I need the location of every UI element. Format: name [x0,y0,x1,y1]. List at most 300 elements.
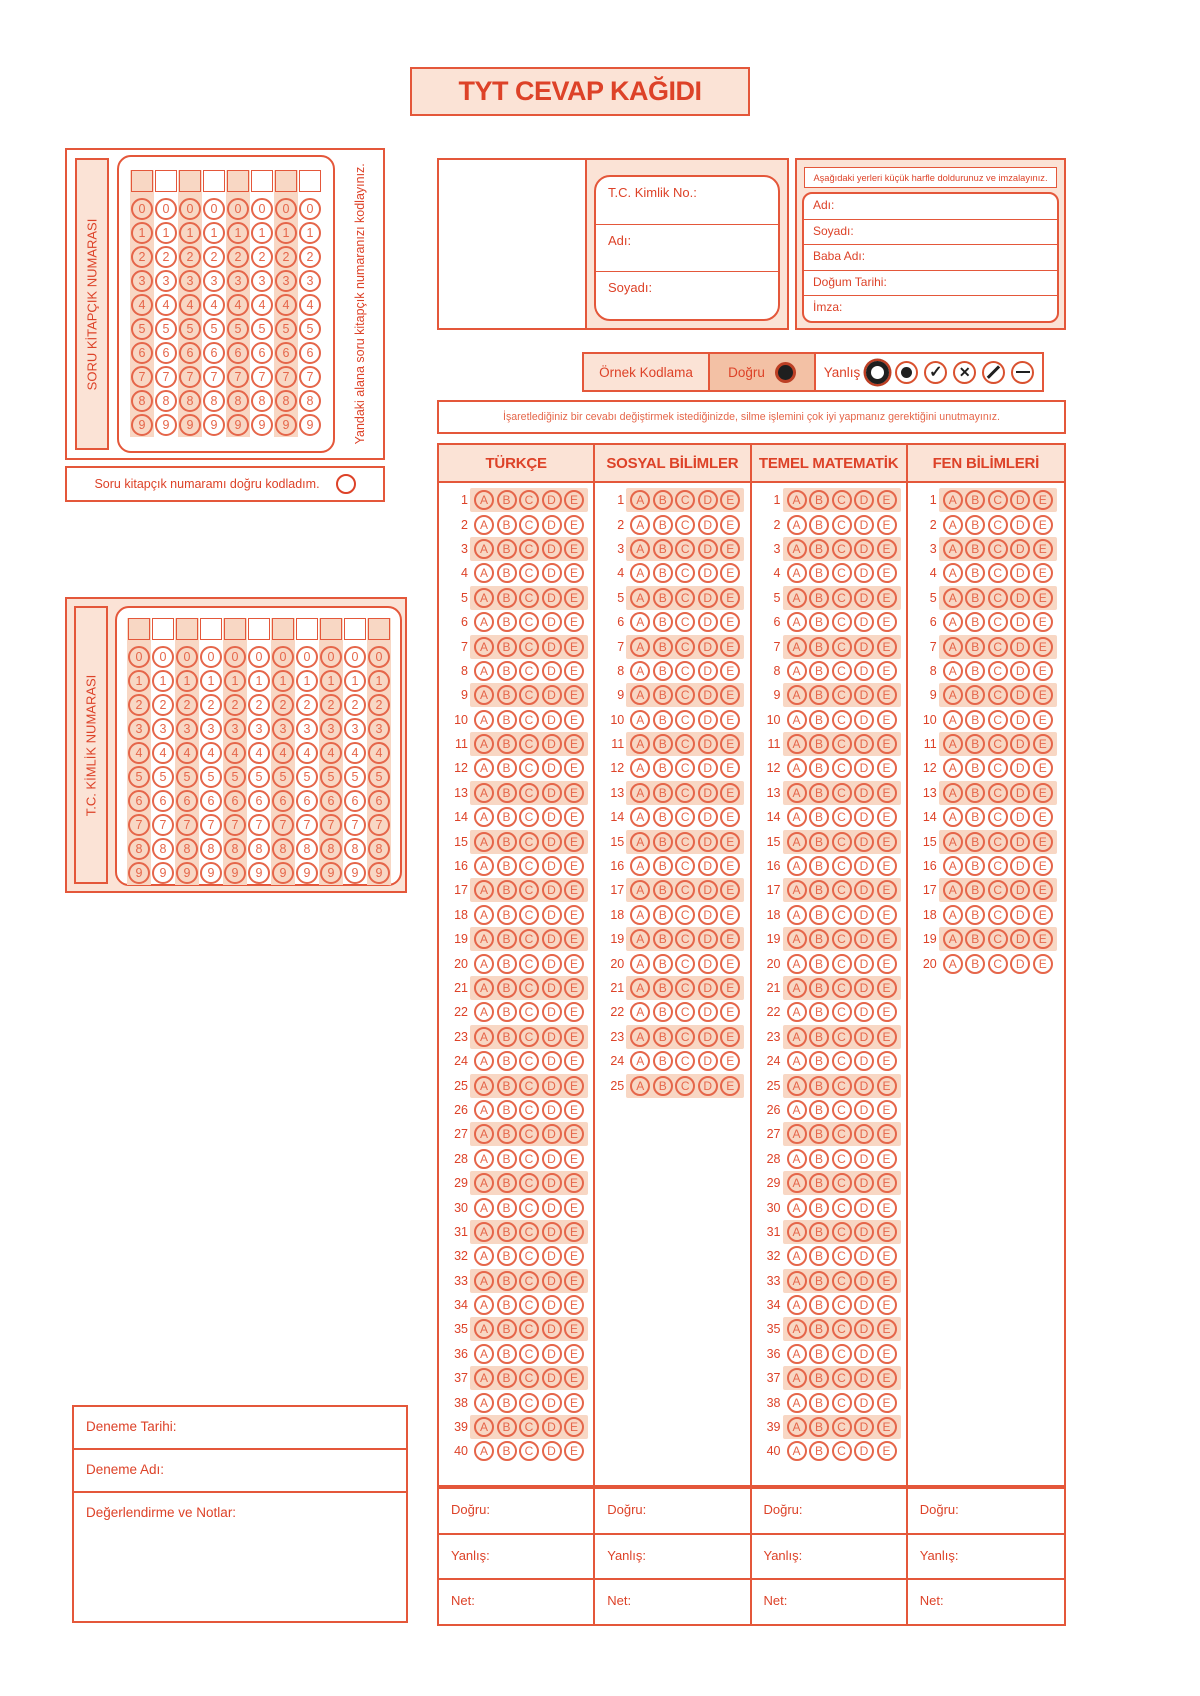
answer-bubble-A[interactable]: A [630,685,650,705]
answer-bubble-C[interactable]: C [832,807,852,827]
answer-bubble-C[interactable]: C [832,905,852,925]
answer-bubble-D[interactable]: D [854,880,874,900]
answer-bubble-C[interactable]: C [675,710,695,730]
answer-bubble-D[interactable]: D [1010,612,1030,632]
answer-bubble-E[interactable]: E [564,1100,584,1120]
answer-bubble-A[interactable]: A [630,490,650,510]
answer-bubble-E[interactable]: E [720,880,740,900]
score-cell[interactable]: Net: [908,1578,1064,1624]
answer-bubble-B[interactable]: B [497,539,517,559]
answer-bubble-A[interactable]: A [787,1124,807,1144]
answer-bubble-B[interactable]: B [965,929,985,949]
answer-bubble-C[interactable]: C [519,563,539,583]
answer-bubble-B[interactable]: B [497,1173,517,1193]
answer-bubble-C[interactable]: C [675,612,695,632]
answer-bubble-D[interactable]: D [698,1051,718,1071]
answer-bubble-C[interactable]: C [519,1417,539,1437]
answer-bubble-A[interactable]: A [787,637,807,657]
answer-bubble-E[interactable]: E [877,783,897,803]
answer-bubble-D[interactable]: D [542,515,562,535]
answer-bubble-E[interactable]: E [720,1027,740,1047]
answer-bubble-B[interactable]: B [653,661,673,681]
digit-bubble-0[interactable]: 0 [224,646,246,668]
digit-write-box[interactable] [176,618,198,640]
answer-bubble-A[interactable]: A [474,1051,494,1071]
answer-bubble-D[interactable]: D [698,880,718,900]
answer-bubble-E[interactable]: E [1033,905,1053,925]
answer-bubble-C[interactable]: C [519,1319,539,1339]
answer-bubble-C[interactable]: C [675,1051,695,1071]
answer-bubble-B[interactable]: B [809,515,829,535]
answer-bubble-A[interactable]: A [474,978,494,998]
answer-bubble-B[interactable]: B [653,490,673,510]
answer-bubble-E[interactable]: E [720,1051,740,1071]
digit-bubble-3[interactable]: 3 [128,718,150,740]
answer-bubble-B[interactable]: B [809,539,829,559]
answer-bubble-C[interactable]: C [832,1368,852,1388]
answer-bubble-C[interactable]: C [832,1002,852,1022]
digit-write-box[interactable] [344,618,366,640]
answer-bubble-E[interactable]: E [877,832,897,852]
answer-bubble-D[interactable]: D [542,1344,562,1364]
answer-bubble-B[interactable]: B [497,1271,517,1291]
answer-bubble-E[interactable]: E [877,1124,897,1144]
answer-bubble-A[interactable]: A [630,612,650,632]
answer-bubble-D[interactable]: D [854,1417,874,1437]
answer-bubble-E[interactable]: E [564,905,584,925]
answer-bubble-D[interactable]: D [854,1076,874,1096]
answer-bubble-E[interactable]: E [877,685,897,705]
digit-bubble-3[interactable]: 3 [248,718,270,740]
answer-bubble-B[interactable]: B [497,929,517,949]
digit-bubble-7[interactable]: 7 [344,814,366,836]
answer-bubble-D[interactable]: D [854,734,874,754]
answer-bubble-D[interactable]: D [542,661,562,681]
answer-bubble-A[interactable]: A [474,1198,494,1218]
answer-bubble-D[interactable]: D [542,1295,562,1315]
digit-write-box[interactable] [179,170,201,192]
digit-bubble-4[interactable]: 4 [344,742,366,764]
answer-bubble-D[interactable]: D [542,612,562,632]
answer-bubble-B[interactable]: B [653,880,673,900]
answer-bubble-A[interactable]: A [474,563,494,583]
answer-bubble-B[interactable]: B [965,905,985,925]
digit-bubble-5[interactable]: 5 [200,766,222,788]
answer-bubble-D[interactable]: D [698,685,718,705]
answer-bubble-D[interactable]: D [698,832,718,852]
answer-bubble-D[interactable]: D [698,612,718,632]
digit-bubble-6[interactable]: 6 [224,790,246,812]
digit-bubble-4[interactable]: 4 [179,294,201,316]
digit-bubble-2[interactable]: 2 [179,246,201,268]
answer-bubble-D[interactable]: D [542,1051,562,1071]
digit-bubble-2[interactable]: 2 [344,694,366,716]
answer-bubble-A[interactable]: A [943,783,963,803]
answer-bubble-D[interactable]: D [854,1124,874,1144]
answer-bubble-D[interactable]: D [854,905,874,925]
digit-bubble-0[interactable]: 0 [248,646,270,668]
answer-bubble-C[interactable]: C [519,612,539,632]
answer-bubble-C[interactable]: C [988,954,1008,974]
answer-bubble-D[interactable]: D [1010,758,1030,778]
answer-bubble-B[interactable]: B [809,905,829,925]
answer-bubble-B[interactable]: B [497,1393,517,1413]
answer-bubble-C[interactable]: C [519,1295,539,1315]
answer-bubble-B[interactable]: B [653,1051,673,1071]
answer-bubble-E[interactable]: E [877,1441,897,1461]
answer-bubble-A[interactable]: A [474,1417,494,1437]
answer-bubble-E[interactable]: E [877,905,897,925]
digit-bubble-9[interactable]: 9 [275,414,297,436]
digit-bubble-1[interactable]: 1 [251,222,273,244]
answer-bubble-B[interactable]: B [809,807,829,827]
digit-bubble-3[interactable]: 3 [176,718,198,740]
digit-write-box[interactable] [248,618,270,640]
answer-bubble-B[interactable]: B [497,832,517,852]
answer-bubble-C[interactable]: C [675,807,695,827]
answer-bubble-A[interactable]: A [787,588,807,608]
answer-bubble-C[interactable]: C [832,880,852,900]
answer-bubble-D[interactable]: D [542,1076,562,1096]
answer-bubble-D[interactable]: D [1010,905,1030,925]
digit-bubble-9[interactable]: 9 [251,414,273,436]
answer-bubble-B[interactable]: B [965,710,985,730]
answer-bubble-A[interactable]: A [787,661,807,681]
last-name-field[interactable]: Soyadı: [608,280,653,296]
answer-bubble-D[interactable]: D [698,734,718,754]
answer-bubble-C[interactable]: C [675,515,695,535]
digit-bubble-9[interactable]: 9 [344,862,366,884]
answer-bubble-D[interactable]: D [542,1319,562,1339]
answer-bubble-B[interactable]: B [809,1198,829,1218]
digit-bubble-0[interactable]: 0 [299,198,321,220]
answer-bubble-A[interactable]: A [787,807,807,827]
answer-bubble-B[interactable]: B [965,734,985,754]
answer-bubble-A[interactable]: A [474,637,494,657]
answer-bubble-C[interactable]: C [832,954,852,974]
answer-bubble-B[interactable]: B [497,1319,517,1339]
answer-bubble-C[interactable]: C [832,978,852,998]
answer-bubble-B[interactable]: B [965,563,985,583]
answer-bubble-A[interactable]: A [630,637,650,657]
answer-bubble-B[interactable]: B [965,588,985,608]
answer-bubble-E[interactable]: E [1033,612,1053,632]
answer-bubble-C[interactable]: C [988,856,1008,876]
answer-bubble-D[interactable]: D [542,637,562,657]
digit-bubble-5[interactable]: 5 [299,318,321,340]
fill-father-name-field[interactable]: Baba Adı: [804,245,1057,271]
answer-bubble-D[interactable]: D [542,1417,562,1437]
fill-birth-date-field[interactable]: Doğum Tarihi: [804,271,1057,297]
answer-bubble-E[interactable]: E [877,612,897,632]
digit-bubble-0[interactable]: 0 [296,646,318,668]
answer-bubble-D[interactable]: D [542,929,562,949]
answer-bubble-E[interactable]: E [564,1051,584,1071]
answer-bubble-E[interactable]: E [877,1344,897,1364]
answer-bubble-B[interactable]: B [965,880,985,900]
answer-bubble-E[interactable]: E [877,563,897,583]
digit-write-box[interactable] [224,618,246,640]
digit-bubble-8[interactable]: 8 [200,838,222,860]
answer-bubble-E[interactable]: E [1033,563,1053,583]
digit-bubble-5[interactable]: 5 [179,318,201,340]
answer-bubble-D[interactable]: D [698,588,718,608]
answer-bubble-E[interactable]: E [877,880,897,900]
answer-bubble-B[interactable]: B [497,637,517,657]
answer-bubble-C[interactable]: C [519,929,539,949]
answer-bubble-B[interactable]: B [497,1344,517,1364]
digit-bubble-1[interactable]: 1 [275,222,297,244]
answer-bubble-A[interactable]: A [630,758,650,778]
digit-bubble-4[interactable]: 4 [275,294,297,316]
answer-bubble-B[interactable]: B [809,1051,829,1071]
digit-bubble-6[interactable]: 6 [176,790,198,812]
answer-bubble-E[interactable]: E [1033,661,1053,681]
digit-bubble-6[interactable]: 6 [128,790,150,812]
answer-bubble-B[interactable]: B [497,710,517,730]
digit-write-box[interactable] [227,170,249,192]
answer-bubble-A[interactable]: A [630,515,650,535]
answer-bubble-A[interactable]: A [630,734,650,754]
answer-bubble-D[interactable]: D [542,832,562,852]
answer-bubble-A[interactable]: A [787,685,807,705]
answer-bubble-D[interactable]: D [542,783,562,803]
answer-bubble-C[interactable]: C [832,637,852,657]
answer-bubble-B[interactable]: B [809,612,829,632]
answer-bubble-A[interactable]: A [787,783,807,803]
digit-bubble-7[interactable]: 7 [272,814,294,836]
answer-bubble-C[interactable]: C [519,832,539,852]
digit-bubble-0[interactable]: 0 [344,646,366,668]
answer-bubble-E[interactable]: E [877,758,897,778]
answer-bubble-E[interactable]: E [564,1222,584,1242]
answer-bubble-C[interactable]: C [519,1124,539,1144]
digit-bubble-6[interactable]: 6 [272,790,294,812]
answer-bubble-D[interactable]: D [1010,685,1030,705]
answer-bubble-B[interactable]: B [497,490,517,510]
answer-bubble-C[interactable]: C [988,807,1008,827]
digit-bubble-7[interactable]: 7 [320,814,342,836]
answer-bubble-C[interactable]: C [519,1002,539,1022]
digit-bubble-6[interactable]: 6 [296,790,318,812]
answer-bubble-C[interactable]: C [988,637,1008,657]
digit-bubble-0[interactable]: 0 [320,646,342,668]
digit-bubble-1[interactable]: 1 [368,670,390,692]
digit-bubble-0[interactable]: 0 [203,198,225,220]
answer-bubble-B[interactable]: B [653,1002,673,1022]
digit-bubble-9[interactable]: 9 [227,414,249,436]
answer-bubble-C[interactable]: C [519,661,539,681]
digit-bubble-2[interactable]: 2 [131,246,153,268]
digit-bubble-6[interactable]: 6 [251,342,273,364]
digit-bubble-8[interactable]: 8 [296,838,318,860]
answer-bubble-A[interactable]: A [474,1173,494,1193]
answer-bubble-B[interactable]: B [497,1051,517,1071]
digit-bubble-0[interactable]: 0 [155,198,177,220]
answer-bubble-E[interactable]: E [1033,856,1053,876]
fill-first-name-field[interactable]: Adı: [804,194,1057,220]
answer-bubble-E[interactable]: E [564,1198,584,1218]
answer-bubble-A[interactable]: A [630,539,650,559]
answer-bubble-B[interactable]: B [497,1198,517,1218]
answer-bubble-D[interactable]: D [854,929,874,949]
answer-bubble-D[interactable]: D [542,685,562,705]
answer-bubble-B[interactable]: B [497,807,517,827]
answer-bubble-B[interactable]: B [497,1295,517,1315]
answer-bubble-B[interactable]: B [965,612,985,632]
answer-bubble-E[interactable]: E [877,1295,897,1315]
answer-bubble-B[interactable]: B [497,758,517,778]
answer-bubble-E[interactable]: E [564,880,584,900]
answer-bubble-E[interactable]: E [564,954,584,974]
answer-bubble-B[interactable]: B [653,856,673,876]
answer-bubble-C[interactable]: C [832,1344,852,1364]
answer-bubble-E[interactable]: E [564,978,584,998]
digit-bubble-4[interactable]: 4 [128,742,150,764]
digit-bubble-4[interactable]: 4 [368,742,390,764]
digit-bubble-0[interactable]: 0 [368,646,390,668]
answer-bubble-B[interactable]: B [965,954,985,974]
digit-bubble-1[interactable]: 1 [203,222,225,244]
answer-bubble-D[interactable]: D [698,563,718,583]
answer-bubble-C[interactable]: C [519,1198,539,1218]
tc-kimlik-no-field[interactable]: T.C. Kimlik No.: [596,177,778,225]
answer-bubble-D[interactable]: D [854,1173,874,1193]
digit-bubble-8[interactable]: 8 [320,838,342,860]
digit-bubble-8[interactable]: 8 [152,838,174,860]
digit-write-box[interactable] [368,618,390,640]
answer-bubble-D[interactable]: D [698,783,718,803]
answer-bubble-C[interactable]: C [832,758,852,778]
digit-bubble-2[interactable]: 2 [272,694,294,716]
digit-bubble-1[interactable]: 1 [296,670,318,692]
answer-bubble-A[interactable]: A [474,1344,494,1364]
answer-bubble-C[interactable]: C [519,1393,539,1413]
digit-bubble-2[interactable]: 2 [296,694,318,716]
digit-bubble-6[interactable]: 6 [320,790,342,812]
answer-bubble-A[interactable]: A [943,734,963,754]
answer-bubble-D[interactable]: D [542,1222,562,1242]
answer-bubble-D[interactable]: D [854,710,874,730]
digit-write-box[interactable] [155,170,177,192]
answer-bubble-A[interactable]: A [474,490,494,510]
answer-bubble-B[interactable]: B [809,563,829,583]
answer-bubble-E[interactable]: E [1033,637,1053,657]
answer-bubble-A[interactable]: A [474,685,494,705]
answer-bubble-E[interactable]: E [877,929,897,949]
answer-bubble-A[interactable]: A [630,1051,650,1071]
digit-bubble-5[interactable]: 5 [152,766,174,788]
answer-bubble-A[interactable]: A [787,880,807,900]
digit-bubble-8[interactable]: 8 [155,390,177,412]
digit-bubble-3[interactable]: 3 [344,718,366,740]
digit-bubble-8[interactable]: 8 [272,838,294,860]
score-cell[interactable]: Doğru: [908,1487,1064,1533]
answer-bubble-D[interactable]: D [542,490,562,510]
digit-bubble-3[interactable]: 3 [251,270,273,292]
answer-bubble-D[interactable]: D [854,685,874,705]
answer-bubble-C[interactable]: C [519,758,539,778]
answer-bubble-A[interactable]: A [474,1295,494,1315]
answer-bubble-D[interactable]: D [542,978,562,998]
answer-bubble-C[interactable]: C [675,1002,695,1022]
answer-bubble-B[interactable]: B [653,978,673,998]
digit-bubble-4[interactable]: 4 [227,294,249,316]
answer-bubble-E[interactable]: E [877,1149,897,1169]
answer-bubble-C[interactable]: C [519,1173,539,1193]
answer-bubble-A[interactable]: A [943,588,963,608]
answer-bubble-D[interactable]: D [542,1149,562,1169]
digit-bubble-3[interactable]: 3 [131,270,153,292]
answer-bubble-C[interactable]: C [832,588,852,608]
answer-bubble-B[interactable]: B [497,905,517,925]
answer-bubble-E[interactable]: E [877,1051,897,1071]
answer-bubble-C[interactable]: C [519,880,539,900]
digit-bubble-9[interactable]: 9 [203,414,225,436]
answer-bubble-C[interactable]: C [832,1271,852,1291]
digit-bubble-6[interactable]: 6 [275,342,297,364]
answer-bubble-C[interactable]: C [519,856,539,876]
answer-bubble-B[interactable]: B [497,685,517,705]
answer-bubble-B[interactable]: B [497,1027,517,1047]
answer-bubble-B[interactable]: B [965,758,985,778]
answer-bubble-E[interactable]: E [564,588,584,608]
answer-bubble-C[interactable]: C [519,978,539,998]
digit-bubble-2[interactable]: 2 [200,694,222,716]
answer-bubble-E[interactable]: E [564,1124,584,1144]
answer-bubble-A[interactable]: A [787,1149,807,1169]
digit-bubble-5[interactable]: 5 [227,318,249,340]
answer-bubble-C[interactable]: C [988,612,1008,632]
answer-bubble-D[interactable]: D [1010,832,1030,852]
answer-bubble-A[interactable]: A [787,490,807,510]
answer-bubble-E[interactable]: E [1033,515,1053,535]
answer-bubble-C[interactable]: C [832,1027,852,1047]
answer-bubble-E[interactable]: E [877,661,897,681]
digit-bubble-5[interactable]: 5 [272,766,294,788]
digit-bubble-6[interactable]: 6 [131,342,153,364]
answer-bubble-A[interactable]: A [474,539,494,559]
answer-bubble-E[interactable]: E [720,856,740,876]
answer-bubble-C[interactable]: C [988,929,1008,949]
answer-bubble-B[interactable]: B [809,1222,829,1242]
answer-bubble-D[interactable]: D [854,832,874,852]
answer-bubble-C[interactable]: C [519,1076,539,1096]
digit-bubble-6[interactable]: 6 [368,790,390,812]
answer-bubble-B[interactable]: B [965,783,985,803]
answer-bubble-D[interactable]: D [854,612,874,632]
answer-bubble-C[interactable]: C [832,929,852,949]
digit-bubble-1[interactable]: 1 [131,222,153,244]
answer-bubble-C[interactable]: C [832,1222,852,1242]
digit-bubble-9[interactable]: 9 [368,862,390,884]
answer-bubble-C[interactable]: C [675,880,695,900]
answer-bubble-E[interactable]: E [564,612,584,632]
digit-bubble-7[interactable]: 7 [200,814,222,836]
digit-bubble-1[interactable]: 1 [128,670,150,692]
answer-bubble-B[interactable]: B [653,807,673,827]
answer-bubble-C[interactable]: C [988,588,1008,608]
digit-bubble-4[interactable]: 4 [176,742,198,764]
answer-bubble-B[interactable]: B [809,1027,829,1047]
answer-bubble-D[interactable]: D [854,1319,874,1339]
answer-bubble-A[interactable]: A [943,832,963,852]
answer-bubble-A[interactable]: A [943,563,963,583]
answer-bubble-D[interactable]: D [854,1100,874,1120]
answer-bubble-C[interactable]: C [832,832,852,852]
answer-bubble-D[interactable]: D [542,563,562,583]
answer-bubble-E[interactable]: E [564,1149,584,1169]
